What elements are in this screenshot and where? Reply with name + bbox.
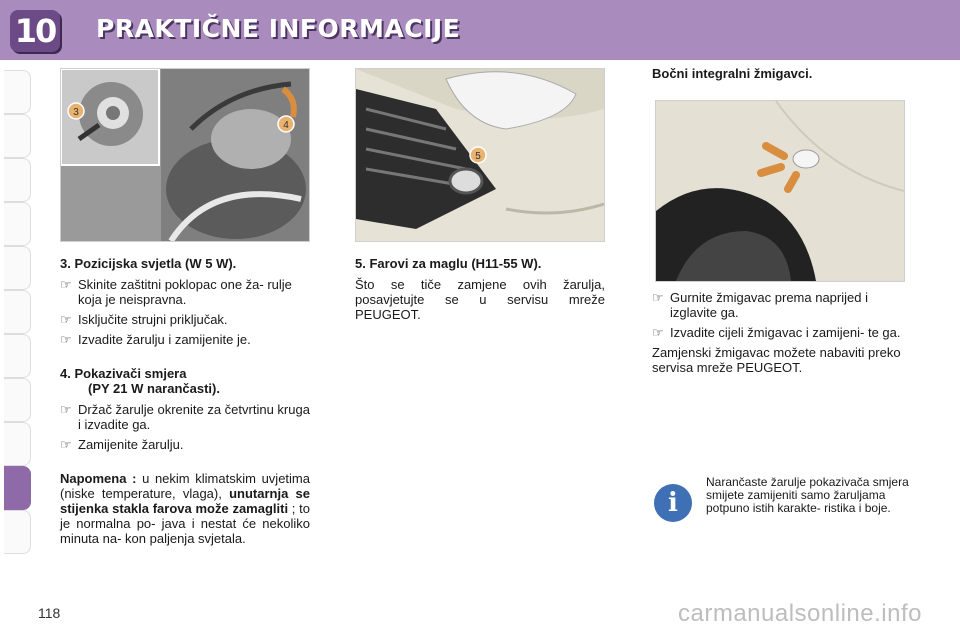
list-item: ☞ Izvadite cijeli žmigavac i zamijeni- te ga. [652, 325, 901, 340]
note-paragraph: Napomena : u nekim klimatskim uvjetima (niske temperature, vlaga), unutarnja se stijenka stakla farova može zamagliti ; to je normalna po- java i nestat će nekoliko minuta na- kon paljenja svjetala. [60, 471, 311, 546]
side-repeater-photo [655, 100, 905, 282]
pointer-icon: ☞ [60, 312, 72, 327]
list-item: ☞ Gurnite žmigavac prema naprijed i izglavite ga. [652, 290, 868, 320]
photo-label-3: 3 [73, 107, 79, 118]
side-tab[interactable] [4, 290, 31, 334]
watermark: carmanualsonline.info [678, 600, 922, 627]
list-item: ☞ Zamijenite žarulju. [60, 437, 184, 452]
column-3 [652, 290, 907, 375]
side-tab[interactable] [4, 246, 31, 290]
side-tabs [0, 70, 32, 580]
list-item: ☞ Isključite strujni priključak. [60, 312, 228, 327]
side-tab[interactable] [4, 510, 31, 554]
photo-label-5: 5 [475, 151, 481, 162]
side-tab-active[interactable] [4, 466, 31, 510]
list-item: ☞ Držač žarulje okrenite za četvrtinu kruga i izvadite ga. [60, 402, 310, 432]
side-tab[interactable] [4, 70, 31, 114]
page-number: 118 [38, 605, 61, 621]
section-5-title: 5. Farovi za maglu (H11-55 W). [355, 256, 542, 271]
pointer-icon: ☞ [60, 277, 72, 292]
side-tab[interactable] [4, 202, 31, 246]
headlamp-rear-photo [60, 68, 310, 242]
header-bar [0, 0, 960, 60]
section-5-text: Što se tiče zamjene ovih žarulja, posavjetujte se u servisu mreže PEUGEOT. [355, 277, 605, 322]
list-item: ☞ Izvadite žarulju i zamijenite je. [60, 332, 251, 347]
section-side-repeater-title: Bočni integralni žmigavci. [652, 66, 813, 81]
pointer-icon: ☞ [60, 437, 72, 452]
column-1 [60, 256, 310, 546]
side-tab[interactable] [4, 378, 31, 422]
photo-label-4: 4 [283, 120, 289, 131]
section-4-title: 4. Pokazivači smjera [60, 366, 187, 381]
pointer-icon: ☞ [60, 332, 72, 347]
section-4-subtitle: (PY 21 W narančasti). [88, 381, 220, 396]
chapter-number: 10 [10, 10, 60, 52]
side-repeater-text: Zamjenski žmigavac možete nabaviti preko servisa mreže PEUGEOT. [652, 345, 901, 375]
side-tab[interactable] [4, 114, 31, 158]
side-tab[interactable] [4, 422, 31, 466]
info-box [648, 468, 913, 548]
side-tab[interactable] [4, 158, 31, 202]
fog-lamp-photo [355, 68, 605, 242]
info-text: Narančaste žarulje pokazivača smjera smijete zamijeniti samo žaruljama potpuno istih karakte- ristika i boje. [706, 475, 909, 515]
pointer-icon: ☞ [652, 290, 664, 305]
list-item: ☞ Skinite zaštitni poklopac one ža- rulje koja je neispravna. [60, 277, 292, 307]
column-2 [355, 256, 605, 322]
side-tab[interactable] [4, 334, 31, 378]
info-icon: i [654, 484, 692, 522]
pointer-icon: ☞ [60, 402, 72, 417]
page-title: PRAKTIČNE INFORMACIJE [96, 14, 461, 43]
section-3-title: 3. Pozicijska svjetla (W 5 W). [60, 256, 237, 271]
pointer-icon: ☞ [652, 325, 664, 340]
